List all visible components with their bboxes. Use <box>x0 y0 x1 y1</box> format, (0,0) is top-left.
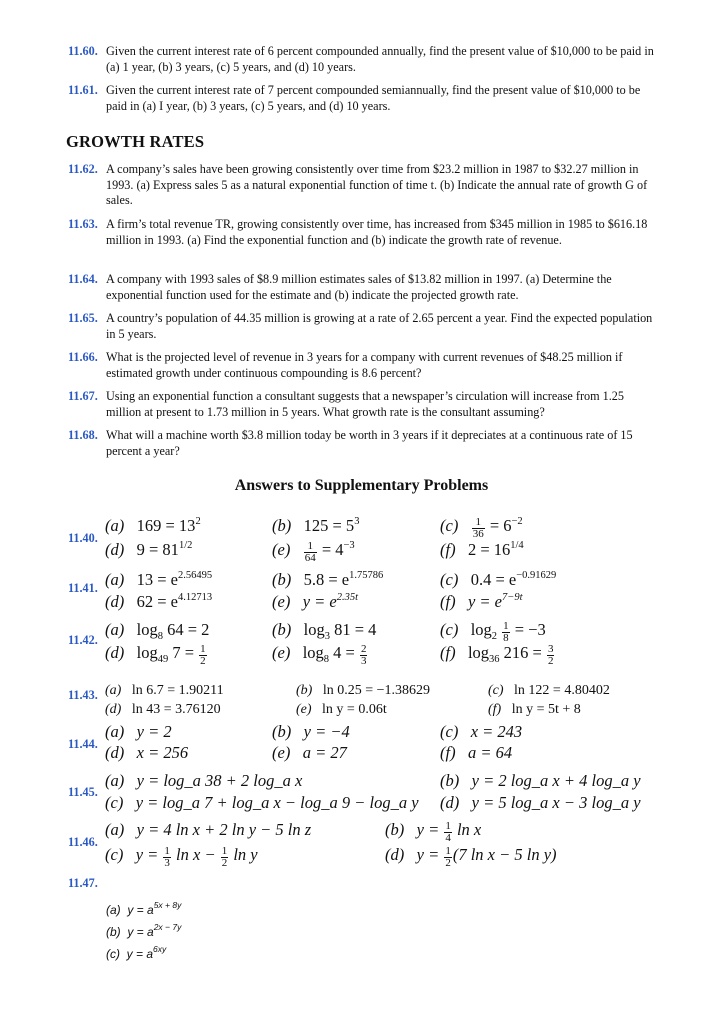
answer-11-41-b: (b) $5.8 = e^{1.75786}$ <box>272 570 384 589</box>
answers-title: Answers to Supplementary Problems <box>234 477 489 494</box>
answer-11-41-e: (e) $y = e^{2.35t}$ <box>272 592 359 611</box>
problem-11-63 <box>68 217 660 248</box>
answer-11-46-d: (d) y = $\frac{1}{2}$ (7 ln x − 5 ln y) <box>385 845 557 869</box>
answer-number-11-45: 11.45. <box>68 785 98 799</box>
problem-text: What is the projected level of revenue in 3 years for a company with current revenues of $48.25 million if estimated growth under continuous compounding is 8.6 percent? <box>106 350 623 380</box>
section-title: GROWTH RATES <box>66 132 205 151</box>
answer-11-46-b: (b) y = $\frac{1}{4}$ ln x <box>385 820 482 844</box>
problem-text: A company’s sales have been growing consistently over time from $23.2 million in 1987 to $32.27 million in 1993. (a) Express sales 5 as a natural exponential function of time t. (b) Indicate the annual rate of growth G of sales. <box>106 162 648 207</box>
problem-number: 11.64. <box>68 272 98 286</box>
problem-number: 11.65. <box>68 311 98 325</box>
answer-11-46-a: (a) y = 4 ln x + 2 ln y − 5 ln z <box>105 820 312 839</box>
answer-11-45-c: (c) y = log_a 7 + log_a x − log_a 9 − log_a y <box>105 793 419 812</box>
answer-11-40-c: (c) $\frac{1}{36}$ = $6^{-2}$ <box>440 516 523 540</box>
answer-number-11-41: 11.41. <box>68 581 98 595</box>
answer-11-42-d: (d) $\log_{49} 7$ = $\frac{1}{2}$ <box>105 643 206 667</box>
answer-11-41-a: (a) $13 = e^{2.56495}$ <box>105 570 213 589</box>
problem-number: 11.66. <box>68 350 98 364</box>
answer-11-44-d: (d) x = 256 <box>105 743 189 762</box>
answer-11-43-f: (f) ln y = 5t + 8 <box>488 702 581 717</box>
problem-number: 11.67. <box>68 389 98 403</box>
answer-11-42-a: (a) $\log_8 64 = 2$ <box>105 620 210 642</box>
problem-number: 11.62. <box>68 162 98 176</box>
problem-number: 11.68. <box>68 428 98 442</box>
problem-text: A company with 1993 sales of $8.9 million estimates sales of $13.82 million in 1997. (a) Determine the exponential function used for the estimate and (b) indicate the projected growth rate. <box>106 272 612 302</box>
problem-11-62 <box>68 162 660 209</box>
answer-11-44-a: (a) y = 2 <box>105 722 172 741</box>
answer-number-11-47: 11.47. <box>68 876 98 890</box>
answer-11-40-b: (b) $125 = 5^3$ <box>272 516 360 535</box>
answer-11-43-d: (d) ln 43 = 3.76120 <box>105 702 221 717</box>
answer-number-11-42: 11.42. <box>68 633 98 647</box>
answer-11-42-c: (c) $\log_2$ $\frac{1}{8}$ = −3 <box>440 620 546 644</box>
answer-11-44-c: (c) x = 243 <box>440 722 523 741</box>
answer-number-11-44: 11.44. <box>68 737 98 751</box>
problem-11-68 <box>68 428 660 459</box>
answer-11-43-b: (b) ln 0.25 = −1.38629 <box>296 683 431 698</box>
answer-11-42-f: (f) $\log_{36} 216$ = $\frac{3}{2}$ <box>440 643 554 667</box>
answer-11-41-c: (c) $0.4 = e^{-0.91629}$ <box>440 570 557 589</box>
answer-11-44-b: (b) y = −4 <box>272 722 350 741</box>
answer-11-42-b: (b) $\log_3 81 = 4$ <box>272 620 377 642</box>
answer-11-45-a: (a) y = log_a 38 + 2 log_a x <box>105 771 303 790</box>
answer-11-42-e: (e) $\log_8 4$ = $\frac{2}{3}$ <box>272 643 367 667</box>
answer-11-41-d: (d) $62 = e^{4.12713}$ <box>105 592 213 611</box>
answer-11-40-a: (a) $169 = 13^2$ <box>105 516 201 535</box>
answer-11-41-f: (f) $y = e^{7-9t}$ <box>440 592 523 611</box>
problem-number: 11.61. <box>68 83 98 97</box>
answer-11-40-f: (f) $2 = 16^{1/4}$ <box>440 540 524 559</box>
problem-number: 11.60. <box>68 44 98 58</box>
problem-11-64 <box>68 272 660 303</box>
answer-11-43-e: (e) ln y = 0.06t <box>296 702 387 717</box>
problem-text: Given the current interest rate of 7 percent compounded semiannually, find the present value of $10,000 to be paid in (a) I year, (b) 3 years, (c) 5 years, and (d) 10 years. <box>106 83 641 113</box>
answer-11-47-c: (c) $y = a^{6xy}$ <box>106 944 167 961</box>
answer-11-44-e: (e) a = 27 <box>272 743 347 762</box>
answer-11-47-a: (a) $y = a^{5x + 8y}$ <box>106 900 182 917</box>
answer-11-43-c: (c) ln 122 = 4.80402 <box>488 683 610 698</box>
problem-text: A country’s population of 44.35 million is growing at a rate of 2.65 percent a year. Find the expected population in 5 years. <box>106 311 653 341</box>
problem-11-65 <box>68 311 660 342</box>
answer-number-11-46: 11.46. <box>68 835 98 849</box>
answer-11-45-b: (b) y = 2 log_a x + 4 log_a y <box>440 771 641 790</box>
answer-11-47-b: (b) $y = a^{2x - 7y}$ <box>106 922 182 939</box>
problem-text: A firm’s total revenue TR, growing consistently over time, has increased from $345 million in 1985 to $616.18 million in 1993. (a) Find the exponential function and (b) indicate the growth rate of revenue. <box>106 217 648 247</box>
answer-11-46-c: (c) y = $\frac{1}{3}$ ln x − $\frac{1}{2}$ ln y <box>105 845 258 869</box>
problem-11-66 <box>68 350 660 381</box>
answer-11-45-d: (d) y = 5 log_a x − 3 log_a y <box>440 793 641 812</box>
answer-number-11-43: 11.43. <box>68 688 98 702</box>
answer-11-44-f: (f) a = 64 <box>440 743 513 762</box>
answer-11-43-a: (a) ln 6.7 = 1.90211 <box>105 683 224 698</box>
problem-number: 11.63. <box>68 217 98 231</box>
problem-11-60 <box>68 44 660 75</box>
problem-11-67 <box>68 389 660 420</box>
answer-11-40-e: (e) $\frac{1}{64}$ = $4^{-3}$ <box>272 540 355 564</box>
problem-text: What will a machine worth $3.8 million today be worth in 3 years if it depreciates at a continuous rate of 15 percent a year? <box>106 428 633 458</box>
problem-11-61 <box>68 83 660 114</box>
answer-11-40-d: (d) $9 = 81^{1/2}$ <box>105 540 193 559</box>
answer-number-11-40: 11.40. <box>68 531 98 545</box>
problem-text: Given the current interest rate of 6 percent compounded annually, find the present value of $10,000 to be paid in (a) 1 year, (b) 3 years, (c) 5 years, and (d) 10 years. <box>106 44 654 74</box>
problem-text: Using an exponential function a consultant suggests that a newspaper’s circulation will increase from 1.25 million at present to 1.73 million in 5 years. What growth rate is the consultant assuming? <box>106 389 624 419</box>
